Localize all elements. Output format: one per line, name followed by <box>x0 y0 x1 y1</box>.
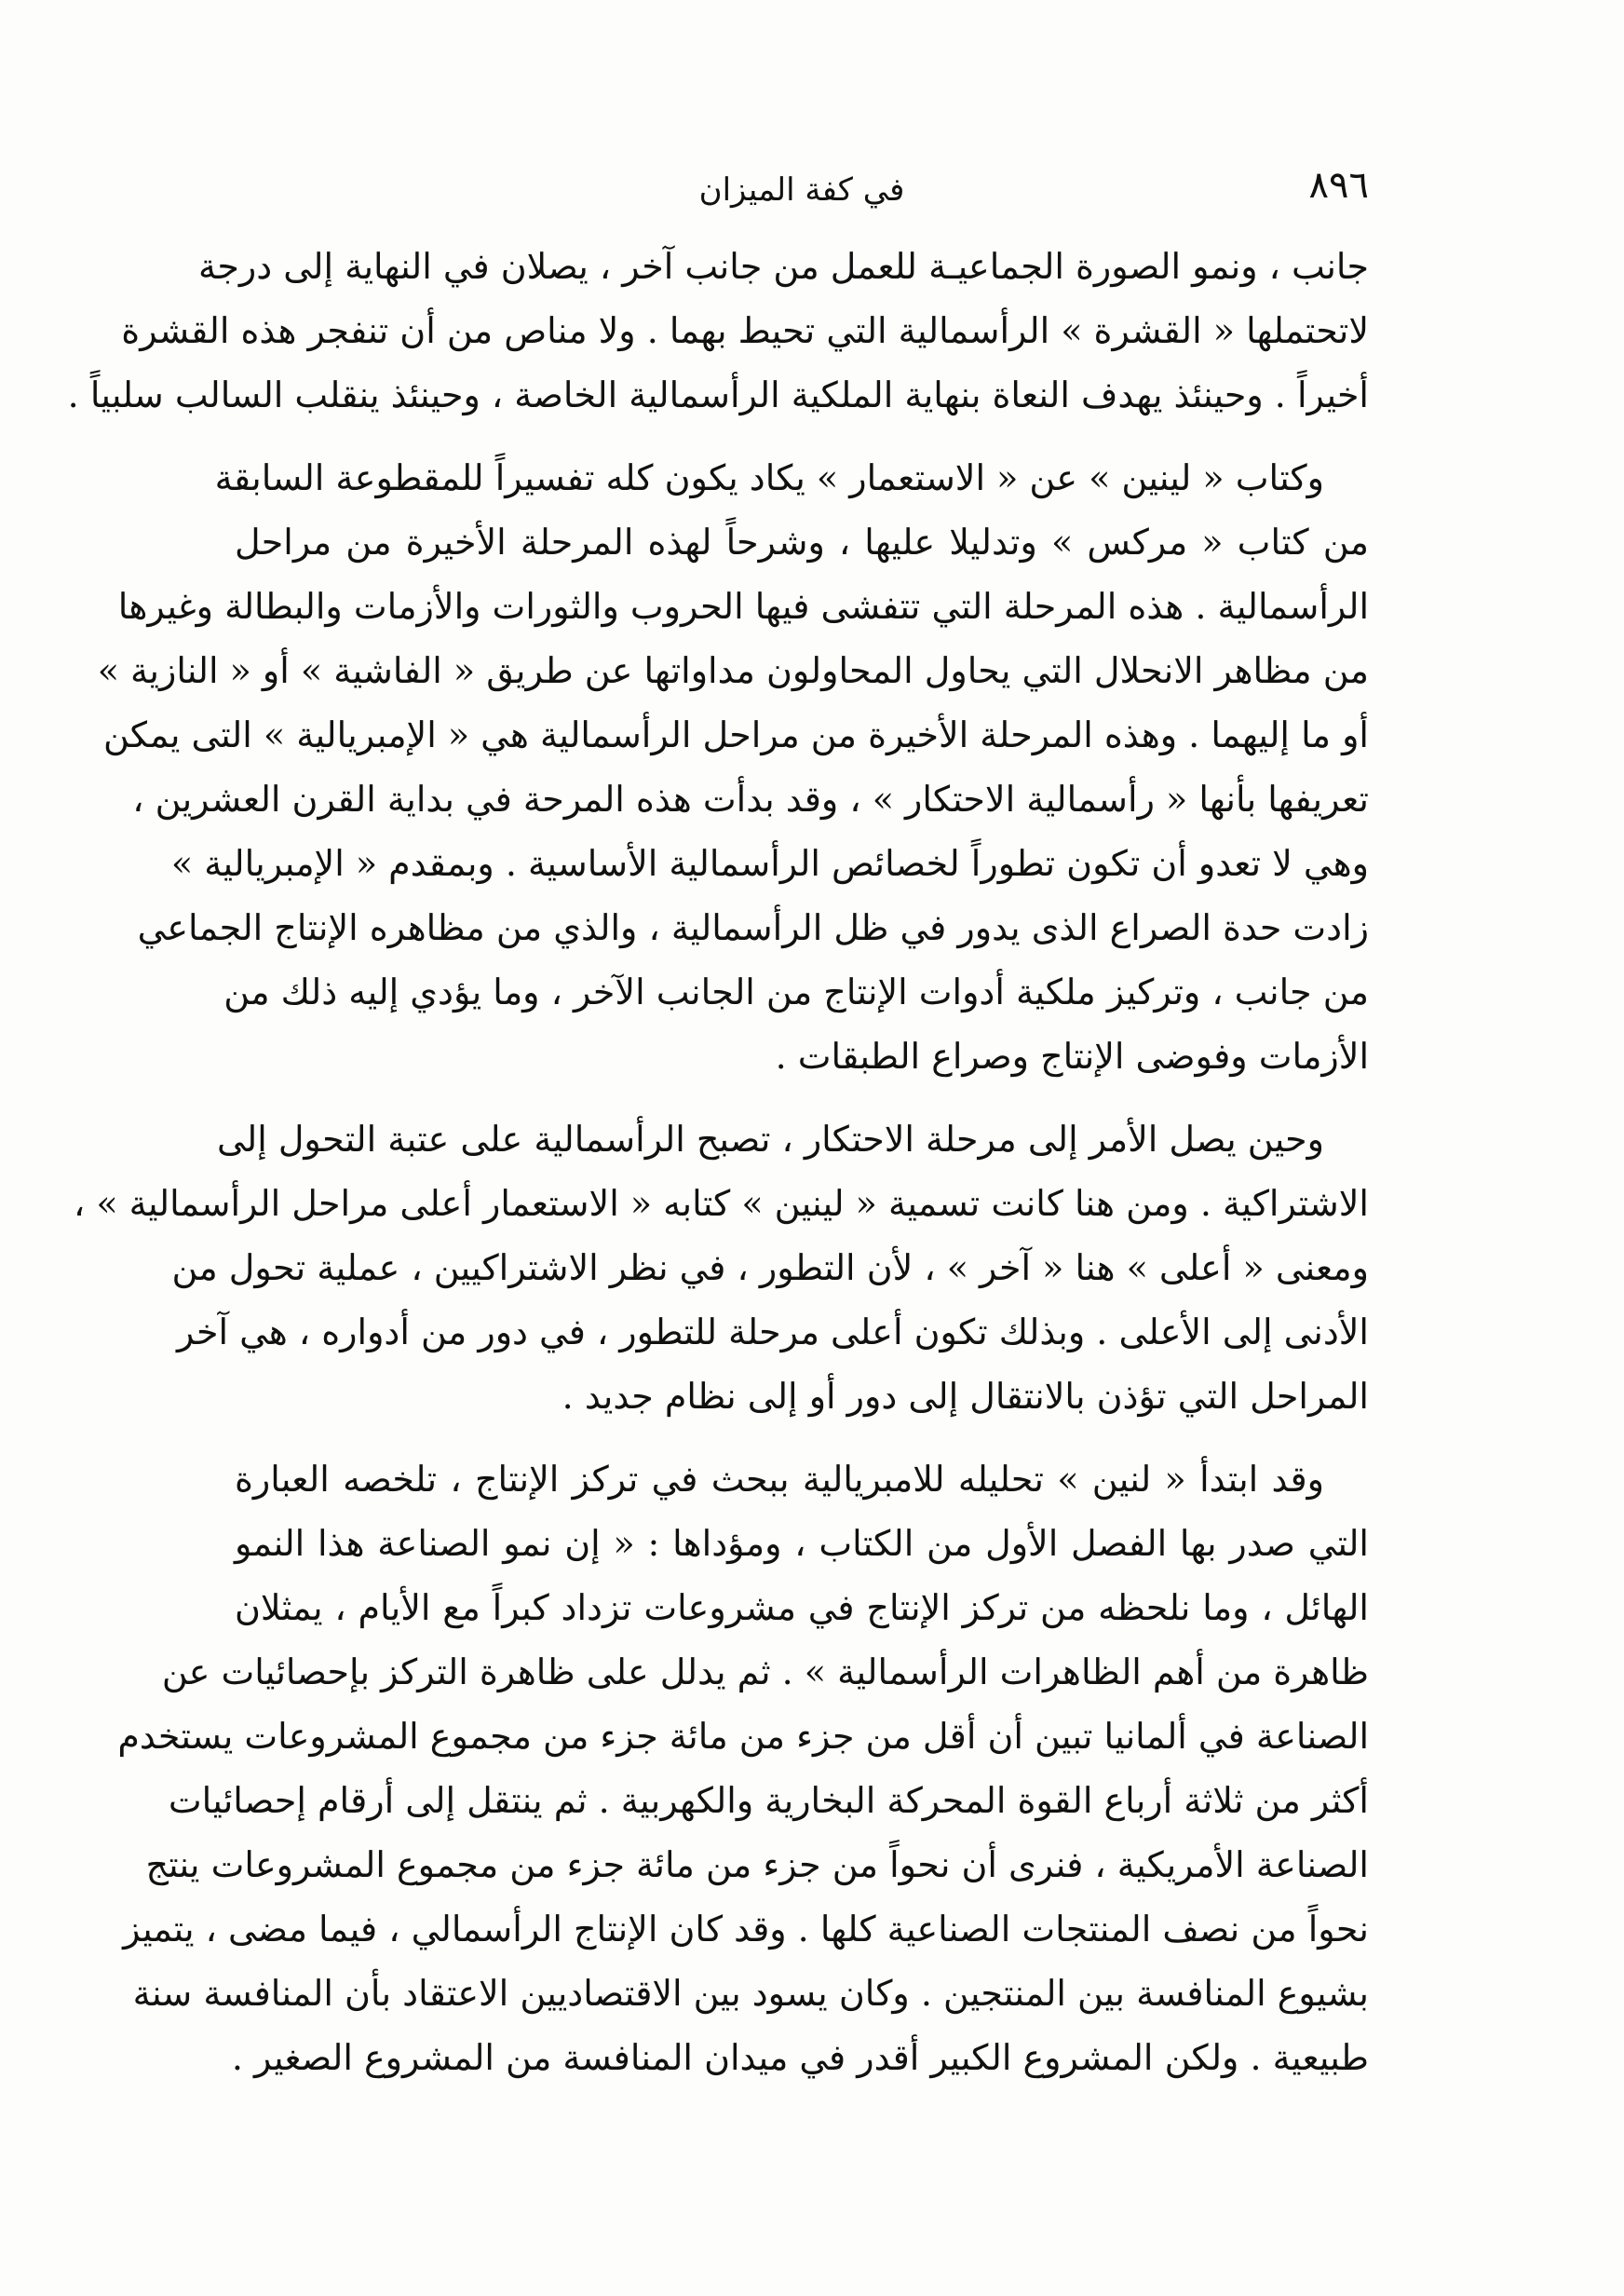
text-line: ومعنى « أعلى » هنا « آخر » ، لأن التطور ، في نظر الاشتراكيين ، عملية تحول من <box>171 1247 1369 1288</box>
text-line: تعريفها بأنها « رأسمالية الاحتكار » ، وقد بدأت هذه المرحة في بداية القرن العشرين ، <box>132 779 1369 820</box>
text-line: جانب ، ونمو الصورة الجماعيـة للعمل من جانب آخر ، يصلان في النهاية إلى درجة <box>198 246 1369 287</box>
paragraph <box>97 446 1369 1089</box>
text-line: بشيوع المنافسة بين المنتجين . وكان يسود بين الاقتصاديين الاعتقاد بأن المنافسة سنة <box>132 1973 1369 2014</box>
text-line: أكثر من ثلاثة أرباع القوة المحركة البخارية والكهربية . ثم ينتقل إلى أرقام إحصائيات <box>168 1780 1369 1821</box>
text-line: وهي لا تعدو أن تكون تطوراً لخصائص الرأسمالية الأساسية . وبمقدم « الإمبريالية » <box>170 843 1369 884</box>
text-line: من جانب ، وتركيز ملكية أدوات الإنتاج من الجانب الآخر ، وما يؤدي إليه ذلك من <box>223 971 1369 1012</box>
text-line: نحواً من نصف المنتجات الصناعية كلها . وقد كان الإنتاج الرأسمالي ، فيما مضى ، يتميز <box>123 1909 1369 1950</box>
text-line: الأدنى إلى الأعلى . وبذلك تكون أعلى مرحلة للتطور ، في دور من أدواره ، هي آخر <box>177 1311 1369 1352</box>
text-line: وحين يصل الأمر إلى مرحلة الاحتكار ، تصبح الرأسمالية على عتبة التحول إلى <box>216 1119 1324 1160</box>
page-number: ٨٩٦ <box>1308 164 1369 207</box>
text-line: الهائل ، وما نلحظه من تركز الإنتاج في مشروعات تزداد كبراً مع الأيام ، يمثلان <box>235 1587 1369 1628</box>
text-line: زادت حدة الصراع الذى يدور في ظل الرأسمالية ، والذي من مظاهره الإنتاج الجماعي <box>137 907 1369 948</box>
paragraph <box>73 1107 1369 1429</box>
paragraph <box>117 1447 1369 2090</box>
text-line: الرأسمالية . هذه المرحلة التي تتفشى فيها الحروب والثورات والأزمات والبطالة وغيرها <box>117 586 1369 627</box>
text-line: المراحل التي تؤذن بالانتقال إلى دور أو إلى نظام جديد . <box>562 1376 1369 1417</box>
text-line: التي صدر بها الفصل الأول من الكتاب ، ومؤداها : « إن نمو الصناعة هذا النمو <box>235 1523 1369 1564</box>
text-line: أو ما إليهما . وهذه المرحلة الأخيرة من مراحل الرأسمالية هي « الإمبريالية » التى يمكن <box>102 714 1369 755</box>
text-line: الصناعة الأمريكية ، فنرى أن نحواً من جزء من مائة جزء من مجموع المشروعات ينتج <box>145 1844 1369 1885</box>
text-line: من مظاهر الانحلال التي يحاول المحاولون مداواتها عن طريق « الفاشية » أو « النازية » <box>97 650 1369 691</box>
running-title: في كفة الميزان <box>698 171 905 209</box>
text-line: من كتاب « مركس » وتدليلا عليها ، وشرحاً لهذه المرحلة الأخيرة من مراحل <box>235 522 1369 563</box>
paragraph <box>67 235 1369 428</box>
text-line: الصناعة في ألمانيا تبين أن أقل من جزء من مائة جزء من مجموع المشروعات يستخدم <box>117 1716 1369 1757</box>
text-line: الأزمات وفوضى الإنتاج وصراع الطبقات . <box>775 1036 1369 1077</box>
text-line: وكتاب « لينين » عن « الاستعمار » يكاد يكون كله تفسيراً للمقطوعة السابقة <box>214 457 1324 498</box>
text-line: ظاهرة من أهم الظاهرات الرأسمالية » . ثم يدلل على ظاهرة التركز بإحصائيات عن <box>161 1651 1369 1692</box>
text-line: لاتحتملها « القشرة » الرأسمالية التي تحيط بهما . ولا مناص من أن تنفجر هذه القشرة <box>121 310 1369 351</box>
page-header <box>235 164 1369 220</box>
text-line: وقد ابتدأ « لنين » تحليله للامبريالية ببحث في تركز الإنتاج ، تلخصه العبارة <box>235 1459 1324 1500</box>
text-line: أخيراً . وحينئذ يهدف النعاة بنهاية الملكية الرأسمالية الخاصة ، وحينئذ ينقلب السالب سلبياً . <box>67 374 1369 415</box>
text-line: طبيعية . ولكن المشروع الكبير أقدر في ميدان المنافسة من المشروع الصغير . <box>231 2037 1369 2078</box>
text-line: الاشتراكية . ومن هنا كانت تسمية « لينين » كتابه « الاستعمار أعلى مراحل الرأسمالية » ، <box>73 1183 1369 1224</box>
body-text <box>67 235 1369 2109</box>
